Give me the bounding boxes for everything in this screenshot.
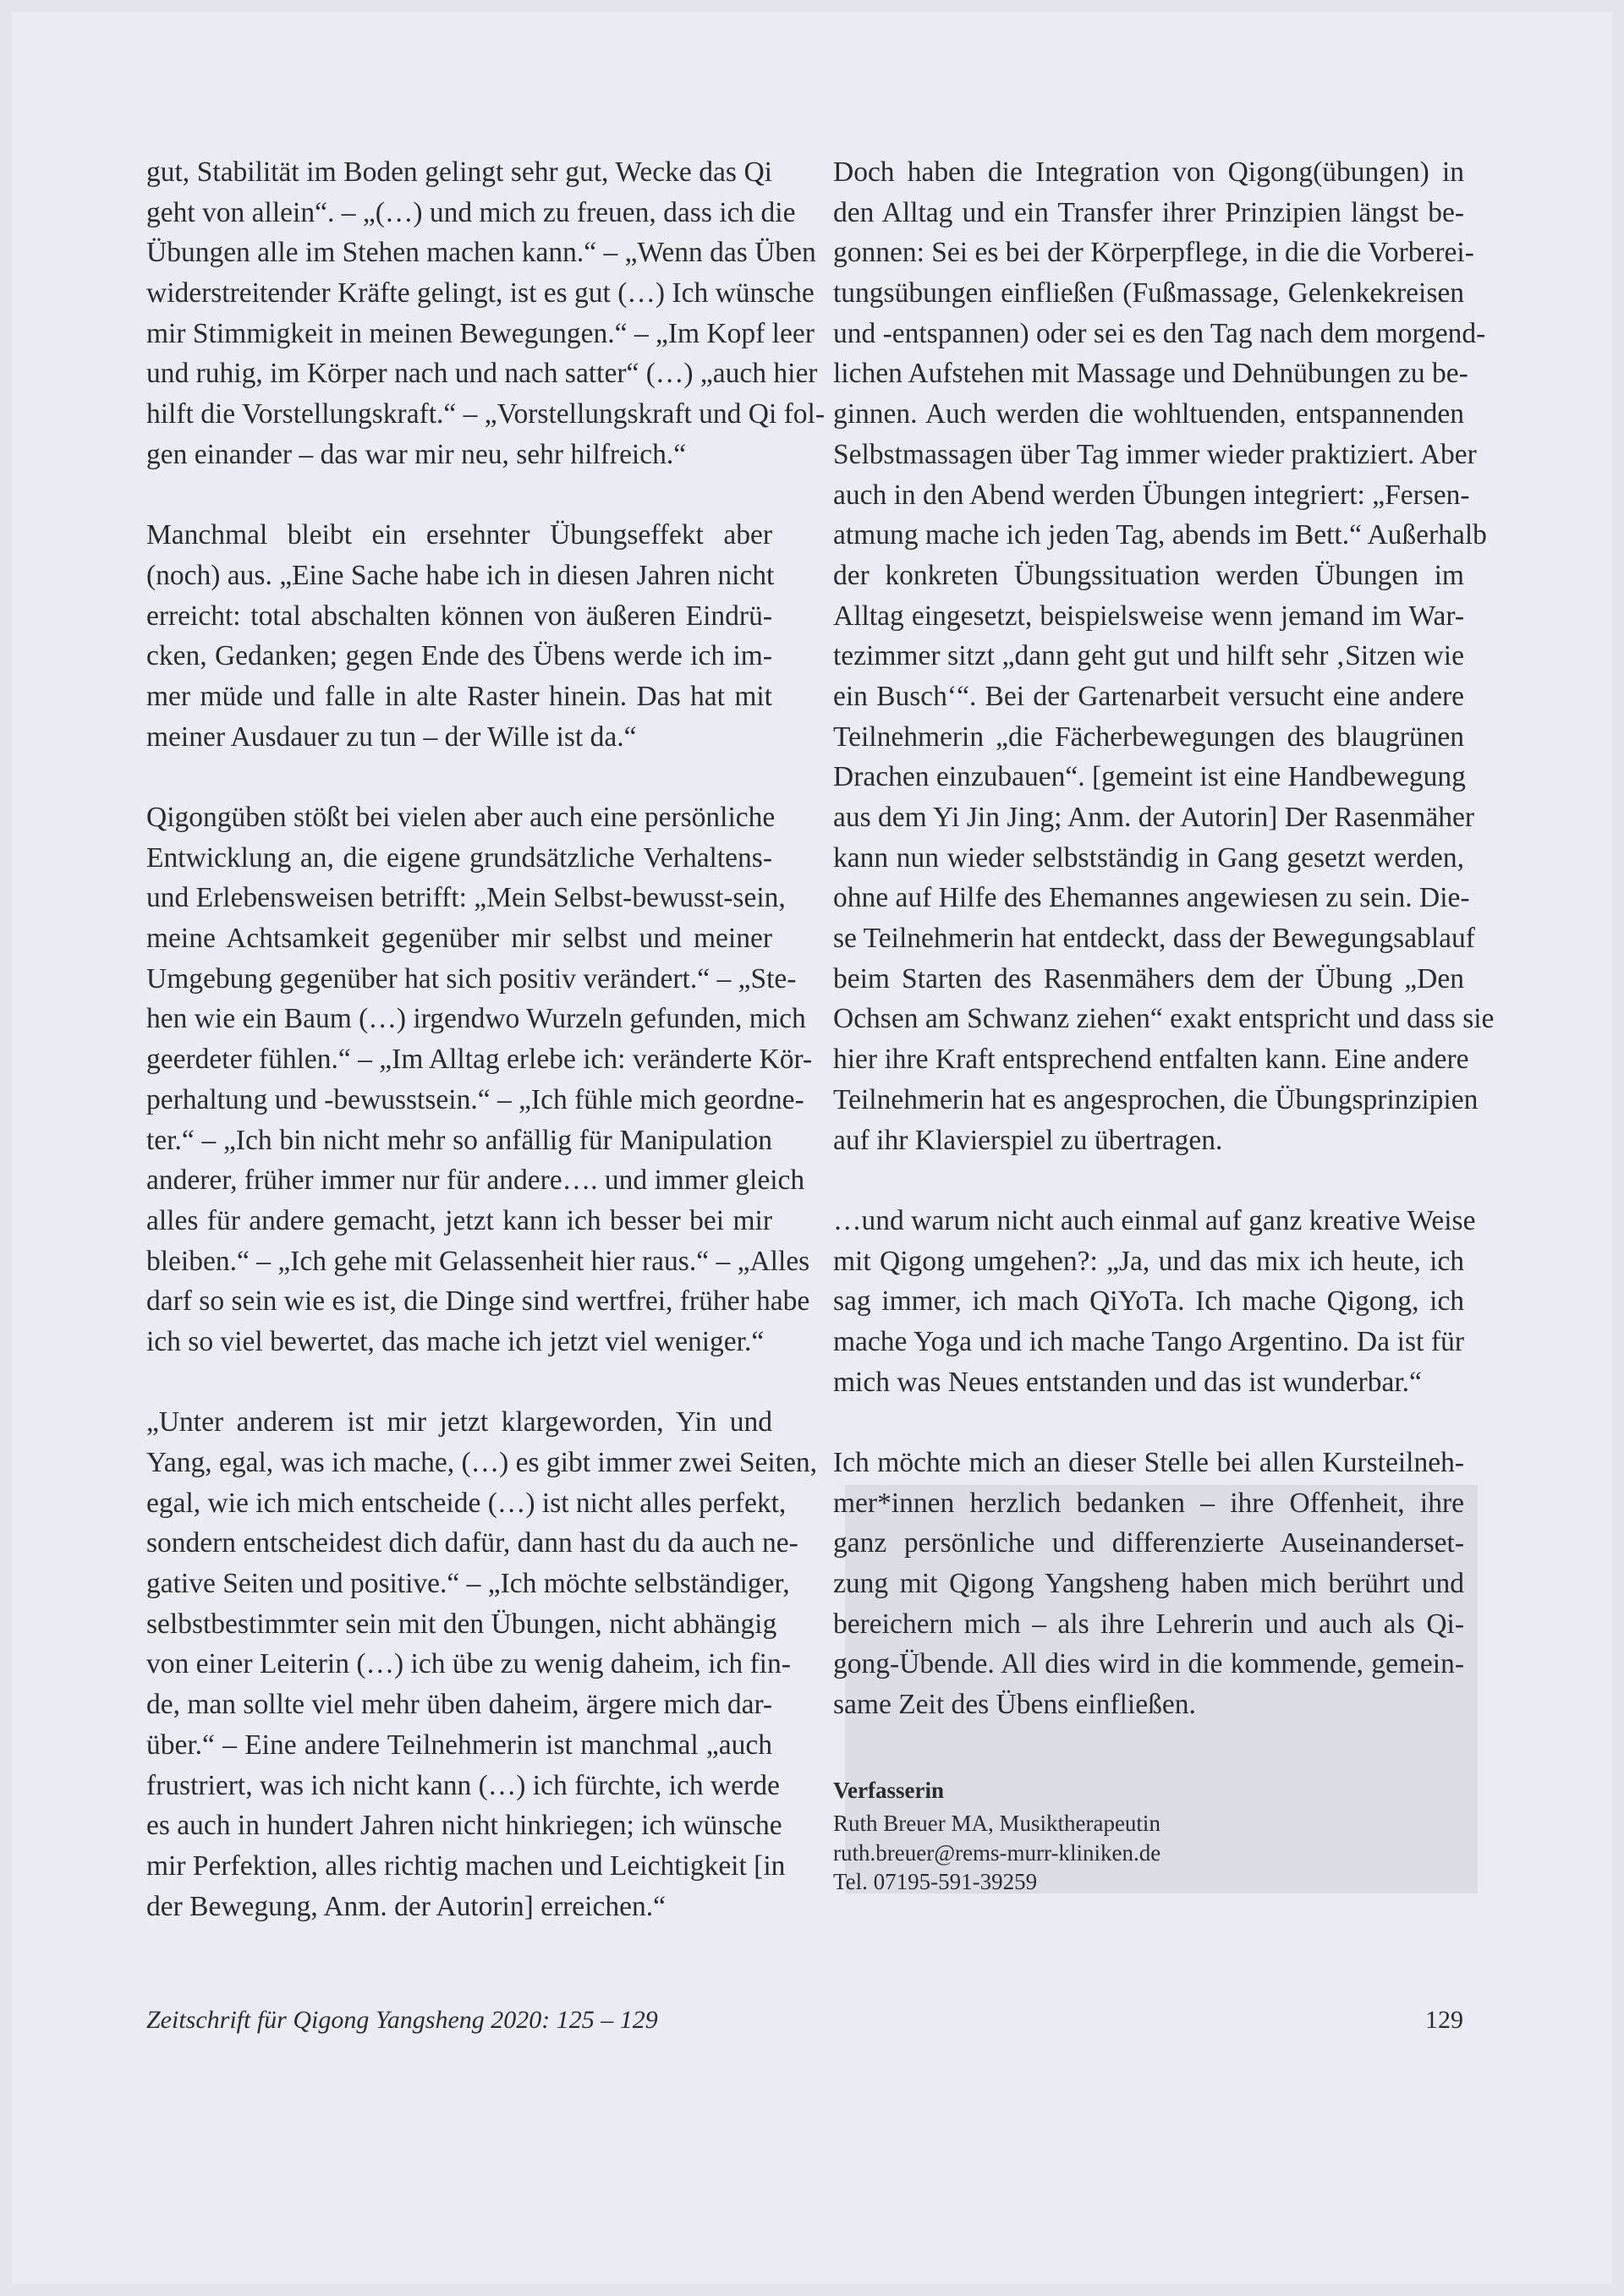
author-phone: Tel. 07195-591-39259: [833, 1869, 1038, 1895]
text-line: cken, Gedanken; gegen Ende des Übens werde ich im-: [146, 640, 772, 672]
text-line: mir Perfektion, alles richtig machen und Leichtigkeit [in: [146, 1849, 786, 1882]
text-line: und ruhig, im Körper nach und nach satter“ (…) „auch hier: [146, 358, 818, 390]
text-line: beim Starten des Rasenmähers dem der Übung „Den: [833, 962, 1464, 995]
text-line: mir Stimmigkeit in meinen Bewegungen.“ – „Im Kopf leer: [146, 317, 815, 349]
text-line: gen einander – das war mir neu, sehr hilfreich.“: [146, 438, 687, 470]
author-block: [833, 1772, 1160, 1897]
text-line: Teilnehmerin „die Fächerbewegungen des blaugrünen: [833, 721, 1464, 753]
text-line: ginnen. Auch werden die wohltuenden, entspannenden: [833, 398, 1464, 430]
page-number: 129: [1425, 2006, 1463, 2034]
text-line: Alltag eingesetzt, beispielsweise wenn jemand im War-: [833, 600, 1464, 632]
text-line: gong-Übende. All dies wird in die kommende, gemein-: [833, 1648, 1464, 1680]
text-line: ter.“ – „Ich bin nicht mehr so anfällig für Manipulation: [146, 1124, 772, 1156]
text-line: meine Achtsamkeit gegenüber mir selbst und meiner: [146, 923, 772, 955]
text-line: lichen Aufstehen mit Massage und Dehnübungen zu be-: [833, 358, 1468, 390]
text-line: auf ihr Klavierspiel zu übertragen.: [833, 1124, 1223, 1156]
text-line: same Zeit des Übens einfließen.: [833, 1689, 1196, 1721]
text-line: zung mit Qigong Yangsheng haben mich berührt und: [833, 1568, 1464, 1600]
text-line: über.“ – Eine andere Teilnehmerin ist manchmal „auch: [146, 1729, 772, 1761]
text-line: mache Yoga und ich mache Tango Argentino. Da ist für: [833, 1325, 1464, 1357]
text-line: selbstbestimmter sein mit den Übungen, nicht abhängig: [146, 1608, 777, 1640]
text-line: Drachen einzubauen“. [gemeint ist eine Handbewegung: [833, 761, 1466, 793]
text-line: Doch haben die Integration von Qigong(übungen) in: [833, 156, 1464, 188]
text-line: mich was Neues entstanden und das ist wunderbar.“: [833, 1366, 1422, 1398]
text-line: Qigongüben stößt bei vielen aber auch eine persönliche: [146, 802, 776, 833]
text-line: „Unter anderem ist mir jetzt klargeworden, Yin und: [146, 1406, 772, 1438]
text-line: Umgebung gegenüber hat sich positiv verändert.“ – „Ste-: [146, 962, 797, 995]
right-text-column: [833, 152, 1495, 1725]
text-line: bereichern mich – als ihre Lehrerin und auch als Qi-: [833, 1608, 1464, 1640]
text-line: mit Qigong umgehen?: „Ja, und das mix ich heute, ich: [833, 1245, 1464, 1277]
text-line: perhaltung und -bewusstsein.“ – „Ich fühle mich geordne-: [146, 1083, 804, 1115]
text-line: Manchmal bleibt ein ersehnter Übungseffekt aber: [146, 519, 772, 551]
text-line: den Alltag und ein Transfer ihrer Prinzipien längst be-: [833, 196, 1464, 228]
text-line: de, man sollte viel mehr üben daheim, ärgere mich dar-: [146, 1689, 773, 1721]
text-line: alles für andere gemacht, jetzt kann ich besser bei mir: [146, 1204, 772, 1236]
text-line: widerstreitender Kräfte gelingt, ist es gut (…) Ich wünsche: [146, 277, 815, 310]
paragraph-gap: [833, 1160, 1464, 1201]
text-line: gonnen: Sei es bei der Körperpflege, in die die Vorberei-: [833, 237, 1474, 269]
left-text-column: [146, 152, 826, 1926]
text-line: hen wie ein Baum (…) irgendwo Wurzeln gefunden, mich: [146, 1003, 806, 1035]
text-line: frustriert, was ich nicht kann (…) ich fürchte, ich werde: [146, 1769, 780, 1801]
text-line: tungsübungen einfließen (Fußmassage, Gelenkekreisen: [833, 277, 1464, 310]
text-line: atmung mache ich jeden Tag, abends im Bett.“ Außerhalb: [833, 519, 1487, 551]
text-line: (noch) aus. „Eine Sache habe ich in diesen Jahren nicht: [146, 559, 775, 591]
text-line: ohne auf Hilfe des Ehemannes angewiesen zu sein. Die-: [833, 882, 1470, 914]
text-line: egal, wie ich mich entscheide (…) ist nicht alles perfekt,: [146, 1487, 787, 1519]
text-line: von einer Leiterin (…) ich übe zu wenig daheim, ich fin-: [146, 1648, 791, 1680]
paragraph-gap: [146, 1362, 772, 1403]
text-line: aus dem Yi Jin Jing; Anm. der Autorin] Der Rasenmäher: [833, 802, 1474, 833]
text-line: ich so viel bewertet, das mache ich jetzt viel weniger.“: [146, 1325, 765, 1357]
text-line: kann nun wieder selbstständig in Gang gesetzt werden,: [833, 841, 1464, 874]
paragraph-gap: [146, 757, 772, 797]
text-line: sag immer, ich mach QiYoTa. Ich mache Qigong, ich: [833, 1285, 1464, 1318]
text-line: Teilnehmerin hat es angesprochen, die Übungsprinzipien: [833, 1083, 1479, 1115]
paragraph-gap: [146, 475, 772, 516]
text-line: Übungen alle im Stehen machen kann.“ – „Wenn das Üben: [146, 237, 816, 269]
text-line: geht von allein“. – „(…) und mich zu freuen, dass ich die: [146, 196, 796, 228]
text-line: ganz persönliche und differenzierte Auseinanderset-: [833, 1527, 1464, 1559]
author-name: Ruth Breuer MA, Musiktherapeutin: [833, 1811, 1160, 1836]
text-line: se Teilnehmerin hat entdeckt, dass der Bewegungsablauf: [833, 923, 1475, 955]
journal-citation: Zeitschrift für Qigong Yangsheng 2020: 125 – 129: [146, 2006, 658, 2034]
text-line: der konkreten Übungssituation werden Übungen im: [833, 559, 1464, 591]
text-line: bleiben.“ – „Ich gehe mit Gelassenheit hier raus.“ – „Alles: [146, 1245, 810, 1277]
text-line: Yang, egal, was ich mache, (…) es gibt immer zwei Seiten,: [146, 1447, 817, 1478]
author-heading: Verfasserin: [833, 1778, 944, 1803]
text-line: der Bewegung, Anm. der Autorin] erreichen.“: [146, 1890, 666, 1922]
text-line: anderer, früher immer nur für andere…. und immer gleich: [146, 1164, 805, 1197]
text-line: ein Busch‘“. Bei der Gartenarbeit versucht eine andere: [833, 680, 1464, 712]
text-line: tezimmer sitzt „dann geht gut und hilft sehr ‚Sitzen wie: [833, 640, 1464, 672]
text-line: erreicht: total abschalten können von äußeren Eindrü-: [146, 600, 772, 632]
text-line: darf so sein wie es ist, die Dinge sind wertfrei, früher habe: [146, 1285, 810, 1318]
text-line: meiner Ausdauer zu tun – der Wille ist da.“: [146, 721, 637, 753]
text-line: geerdeter fühlen.“ – „Im Alltag erlebe ich: veränderte Kör-: [146, 1044, 813, 1076]
text-line: und Erlebensweisen betrifft: „Mein Selbst-bewusst-sein,: [146, 882, 786, 914]
text-line: hier ihre Kraft entsprechend entfalten kann. Eine andere: [833, 1044, 1469, 1076]
text-line: es auch in hundert Jahren nicht hinkriegen; ich wünsche: [146, 1810, 782, 1842]
text-line: Selbstmassagen über Tag immer wieder praktiziert. Aber: [833, 438, 1477, 470]
text-line: Ochsen am Schwanz ziehen“ exakt entspricht und dass sie: [833, 1003, 1495, 1035]
text-line: auch in den Abend werden Übungen integriert: „Fersen-: [833, 479, 1470, 511]
text-line: hilft die Vorstellungskraft.“ – „Vorstellungskraft und Qi fol-: [146, 398, 826, 430]
text-line: mer*innen herzlich bedanken – ihre Offenheit, ihre: [833, 1487, 1464, 1519]
author-email: ruth.breuer@rems-murr-kliniken.de: [833, 1839, 1161, 1866]
text-line: Ich möchte mich an dieser Stelle bei allen Kursteilneh-: [833, 1447, 1464, 1478]
text-line: und -entspannen) oder sei es den Tag nach dem morgend-: [833, 317, 1486, 349]
text-line: sondern entscheidest dich dafür, dann hast du da auch ne-: [146, 1527, 798, 1559]
text-line: …und warum nicht auch einmal auf ganz kreative Weise: [833, 1204, 1476, 1236]
text-line: gut, Stabilität im Boden gelingt sehr gut, Wecke das Qi: [146, 156, 772, 188]
text-line: mer müde und falle in alte Raster hinein. Das hat mit: [146, 680, 772, 712]
text-line: Entwicklung an, die eigene grundsätzliche Verhaltens-: [146, 841, 772, 874]
text-line: gative Seiten und positive.“ – „Ich möchte selbständiger,: [146, 1568, 790, 1600]
paragraph-gap: [833, 1402, 1464, 1443]
